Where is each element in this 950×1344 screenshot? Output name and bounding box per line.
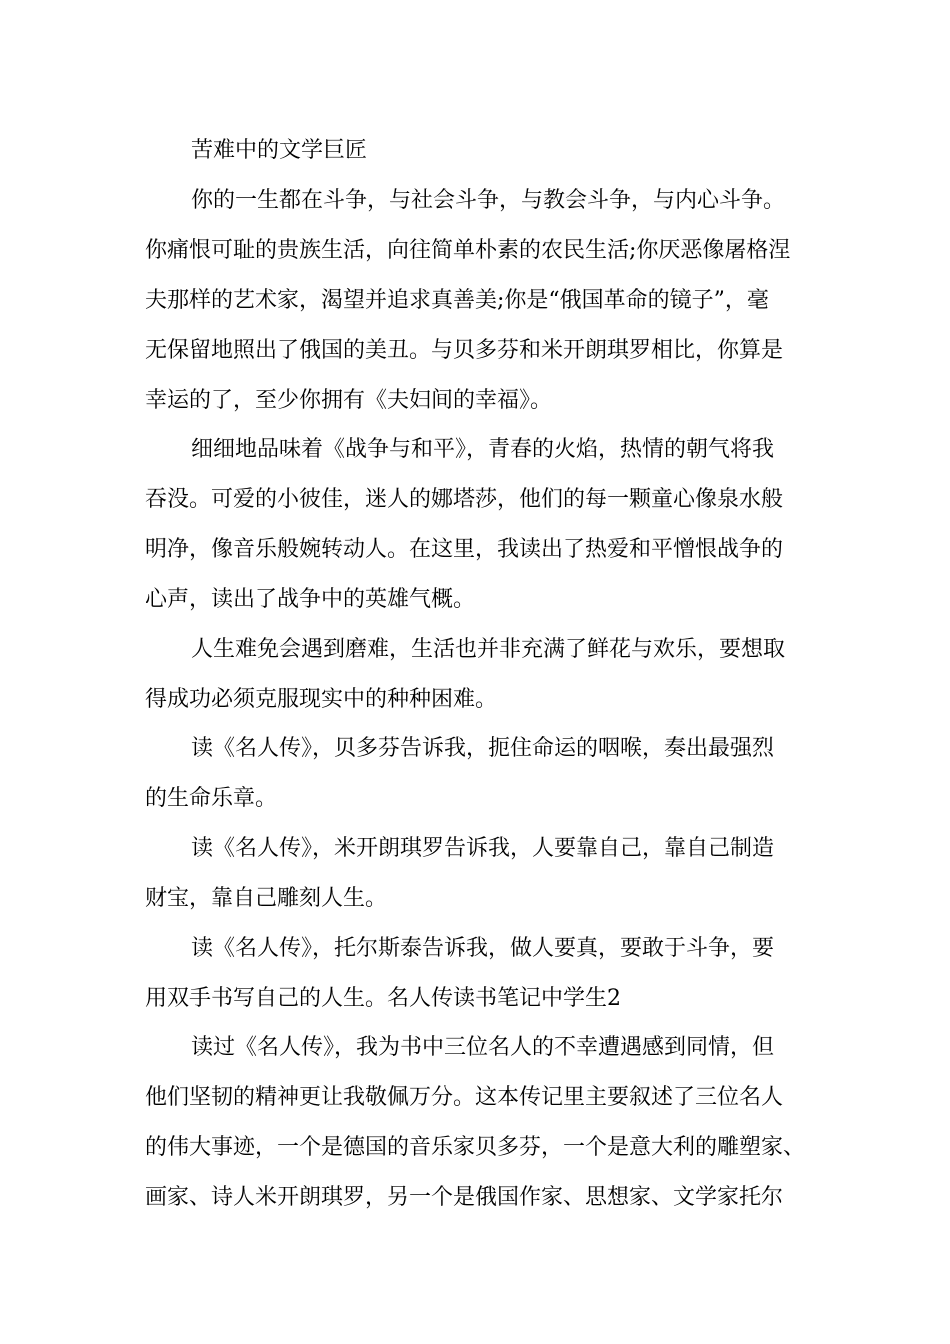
paragraph-line: 的伟大事迹，一个是德国的音乐家贝多芬，一个是意大利的雕塑家、 <box>145 1135 806 1160</box>
paragraph-line: 人生难免会遇到磨难，生活也并非充满了鲜花与欢乐，要想取 <box>191 637 786 662</box>
paragraph-line: 明净，像音乐般婉转动人。在这里，我读出了热爱和平憎恨战争的 <box>145 537 784 562</box>
paragraph-line: 用双手书写自己的人生。名人传读书笔记中学生2 <box>145 986 621 1011</box>
paragraph-line: 他们坚韧的精神更让我敬佩万分。这本传记里主要叙述了三位名人 <box>145 1085 784 1110</box>
paragraph-line: 读《名人传》，贝多芬告诉我，扼住命运的咽喉，奏出最强烈 <box>191 736 775 761</box>
paragraph-line: 夫那样的艺术家，渴望并追求真善美;你是“俄国革命的镜子”，毫 <box>145 288 769 313</box>
paragraph-line: 细细地品味着《战争与和平》，青春的火焰，热情的朝气将我 <box>191 437 775 462</box>
paragraph-line: 无保留地照出了俄国的美丑。与贝多芬和米开朗琪罗相比，你算是 <box>145 338 784 363</box>
paragraph-line: 心声，读出了战争中的英雄气概。 <box>145 587 476 612</box>
paragraph-line: 你的一生都在斗争，与社会斗争，与教会斗争，与内心斗争。 <box>191 188 786 213</box>
paragraph-line: 吞没。可爱的小彼佳，迷人的娜塔莎，他们的每一颗童心像泉水般 <box>145 487 784 512</box>
paragraph-line: 幸运的了，至少你拥有《夫妇间的幸福》。 <box>145 388 553 413</box>
paragraph-line: 得成功必须克服现实中的种种困难。 <box>145 687 498 712</box>
paragraph-line: 读过《名人传》，我为书中三位名人的不幸遭遇感到同情，但 <box>191 1035 775 1060</box>
paragraph-line: 画家、诗人米开朗琪罗，另一个是俄国作家、思想家、文学家托尔 <box>145 1185 784 1210</box>
paragraph-line: 读《名人传》，托尔斯泰告诉我，做人要真，要敢于斗争，要 <box>191 936 775 961</box>
paragraph-line: 读《名人传》，米开朗琪罗告诉我，人要靠自己，靠自己制造 <box>191 836 775 861</box>
document-heading: 苦难中的文学巨匠 <box>191 138 368 163</box>
paragraph-line: 你痛恨可耻的贵族生活，向往简单朴素的农民生活;你厌恶像屠格涅 <box>145 238 791 263</box>
paragraph-line: 财宝，靠自己雕刻人生。 <box>145 886 388 911</box>
paragraph-line: 的生命乐章。 <box>145 786 278 811</box>
